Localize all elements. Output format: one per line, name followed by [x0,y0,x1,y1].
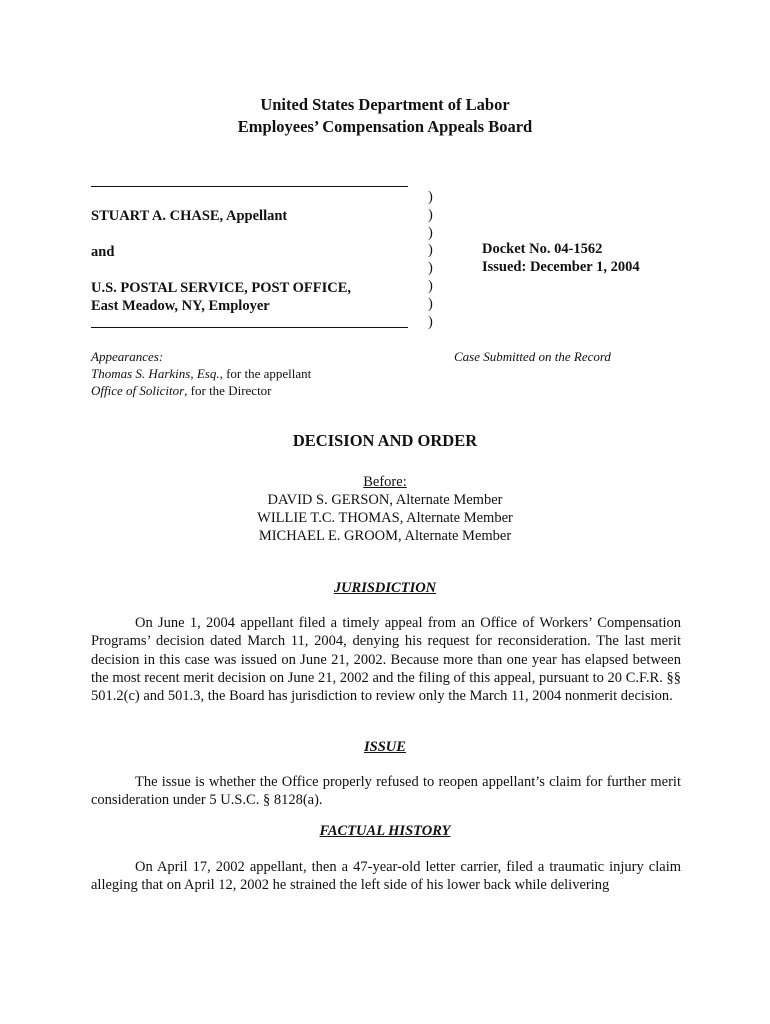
appellant-counsel-role: , for the appellant [219,366,312,381]
panel-member: DAVID S. GERSON, Alternate Member [267,492,503,508]
case-submitted-note: Case Submitted on the Record [454,349,611,364]
document-header [0,94,770,138]
caption-bottom-rule [91,327,408,328]
employer-line-2: East Meadow, NY, Employer [91,298,270,314]
caption-top-rule [91,186,408,187]
jurisdiction-paragraph: On June 1, 2004 appellant filed a timely appeal from an Office of Workers’ Compensation Programs’ decision dated March 11, 2004, denying his request for reconsideration. The last merit decision in this case was issued on June 21, 2002. Because more than one year has elapsed between the most recent merit decision on June 21, 2002 and the filing of this appeal, pursuant to 20 C.F.R. §§ 501.2(c) and 501.3, the Board has jurisdiction to review only the March 11, 2004 nonmerit decision. [91,615,681,705]
appearances-block [91,348,311,399]
before-label: Before: [363,474,407,490]
factual-history-paragraph: On April 17, 2002 appellant, then a 47-year-old letter carrier, filed a traumatic injury claim alleging that on April 12, 2002 he strained the left side of his lower back while delivering [91,859,681,894]
appellant-counsel-name: Thomas S. Harkins, Esq. [91,366,220,381]
director-counsel-role: , for the Director [184,383,272,398]
jurisdiction-heading: JURISDICTION [333,580,437,596]
board-name: Employees’ Compensation Appeals Board [237,117,533,136]
panel-member: WILLIE T.C. THOMAS, Alternate Member [257,510,513,526]
case-caption [91,186,691,336]
employer-line-1: U.S. POSTAL SERVICE, POST OFFICE, [91,280,352,296]
director-counsel-name: Office of Solicitor [91,383,185,398]
caption-parentheses: ) ) ) ) ) ) ) ) [428,189,433,330]
issue-paragraph: The issue is whether the Office properly refused to reopen appellant’s claim for further merit consideration under 5 U.S.C. § 8128(a). [91,774,681,809]
decision-title: DECISION AND ORDER [292,431,478,450]
department-name: United States Department of Labor [260,95,510,114]
docket-number: Docket No. 04-1562 [482,241,603,257]
panel-block [0,473,770,545]
panel-member: MICHAEL E. GROOM, Alternate Member [258,528,512,544]
appellant-name: STUART A. CHASE, Appellant [91,208,288,224]
appearances-label: Appearances: [91,349,164,364]
docket-block [482,240,640,276]
caption-and: and [91,244,115,260]
issued-date: Issued: December 1, 2004 [482,259,640,275]
factual-history-heading: FACTUAL HISTORY [319,823,451,839]
issue-heading: ISSUE [364,739,406,755]
